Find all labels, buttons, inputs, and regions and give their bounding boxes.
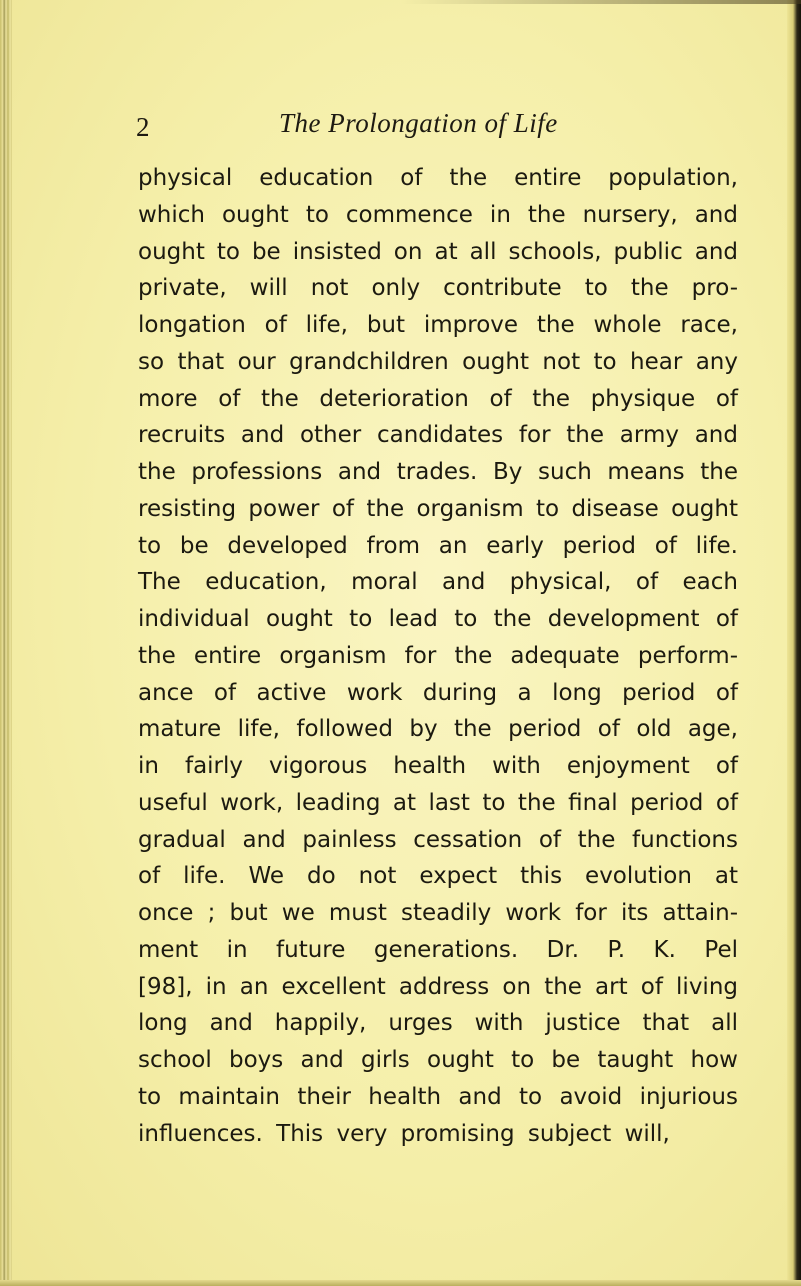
text-line: [98], in an excellent address on the art of living [138, 973, 738, 1000]
text-line: private, will not only contribute to the pro- [138, 275, 738, 302]
text-line: more of the deterioration of the physique of [138, 385, 738, 412]
page-edge-right [787, 0, 801, 1286]
page-number: 2 [136, 112, 150, 142]
text-line: of life. We do not expect this evolution at [138, 863, 738, 890]
text-line: ance of active work during a long period of [138, 679, 738, 706]
text-line: longation of life, but improve the whole race, [138, 312, 738, 338]
text-line: useful work, leading at last to the final period of [138, 789, 738, 816]
running-title: The Prolongation of Life [279, 108, 558, 138]
text-line: to maintain their health and to avoid injurious [138, 1083, 738, 1110]
text-line: ought to be insisted on at all schools, public and [138, 238, 738, 265]
text-line: physical education of the entire population, [138, 165, 738, 191]
text-line: in fairly vigorous health with enjoyment of [138, 753, 738, 779]
body-paragraph [138, 160, 738, 1152]
text-line: influences. This very promising subject will, [138, 1120, 670, 1147]
text-line: once ; but we must steadily work for its attain- [138, 900, 738, 926]
text-line: The education, moral and physical, of each [138, 569, 738, 596]
running-head [134, 108, 774, 148]
page-edge-top [400, 0, 801, 4]
text-line: gradual and painless cessation of the functions [138, 826, 738, 853]
text-line: long and happily, urges with justice that all [138, 1010, 738, 1037]
text-line: resisting power of the organism to disease ought [138, 495, 738, 522]
text-line: so that our grandchildren ought not to hear any [138, 348, 738, 375]
text-line: which ought to commence in the nursery, and [138, 201, 738, 228]
page-edge-bottom [0, 1280, 801, 1286]
text-line: school boys and girls ought to be taught how [138, 1047, 738, 1073]
text-line: mature life, followed by the period of old age, [138, 716, 738, 743]
text-line: ment in future generations. Dr. P. K. Pel [138, 936, 738, 963]
text-line: individual ought to lead to the development of [138, 606, 738, 632]
binding-edge [0, 0, 12, 1286]
text-line: the professions and trades. By such means the [138, 459, 738, 485]
text-line: to be developed from an early period of life. [138, 532, 738, 559]
text-line: recruits and other candidates for the army and [138, 422, 738, 449]
text-line: the entire organism for the adequate perform- [138, 642, 738, 669]
